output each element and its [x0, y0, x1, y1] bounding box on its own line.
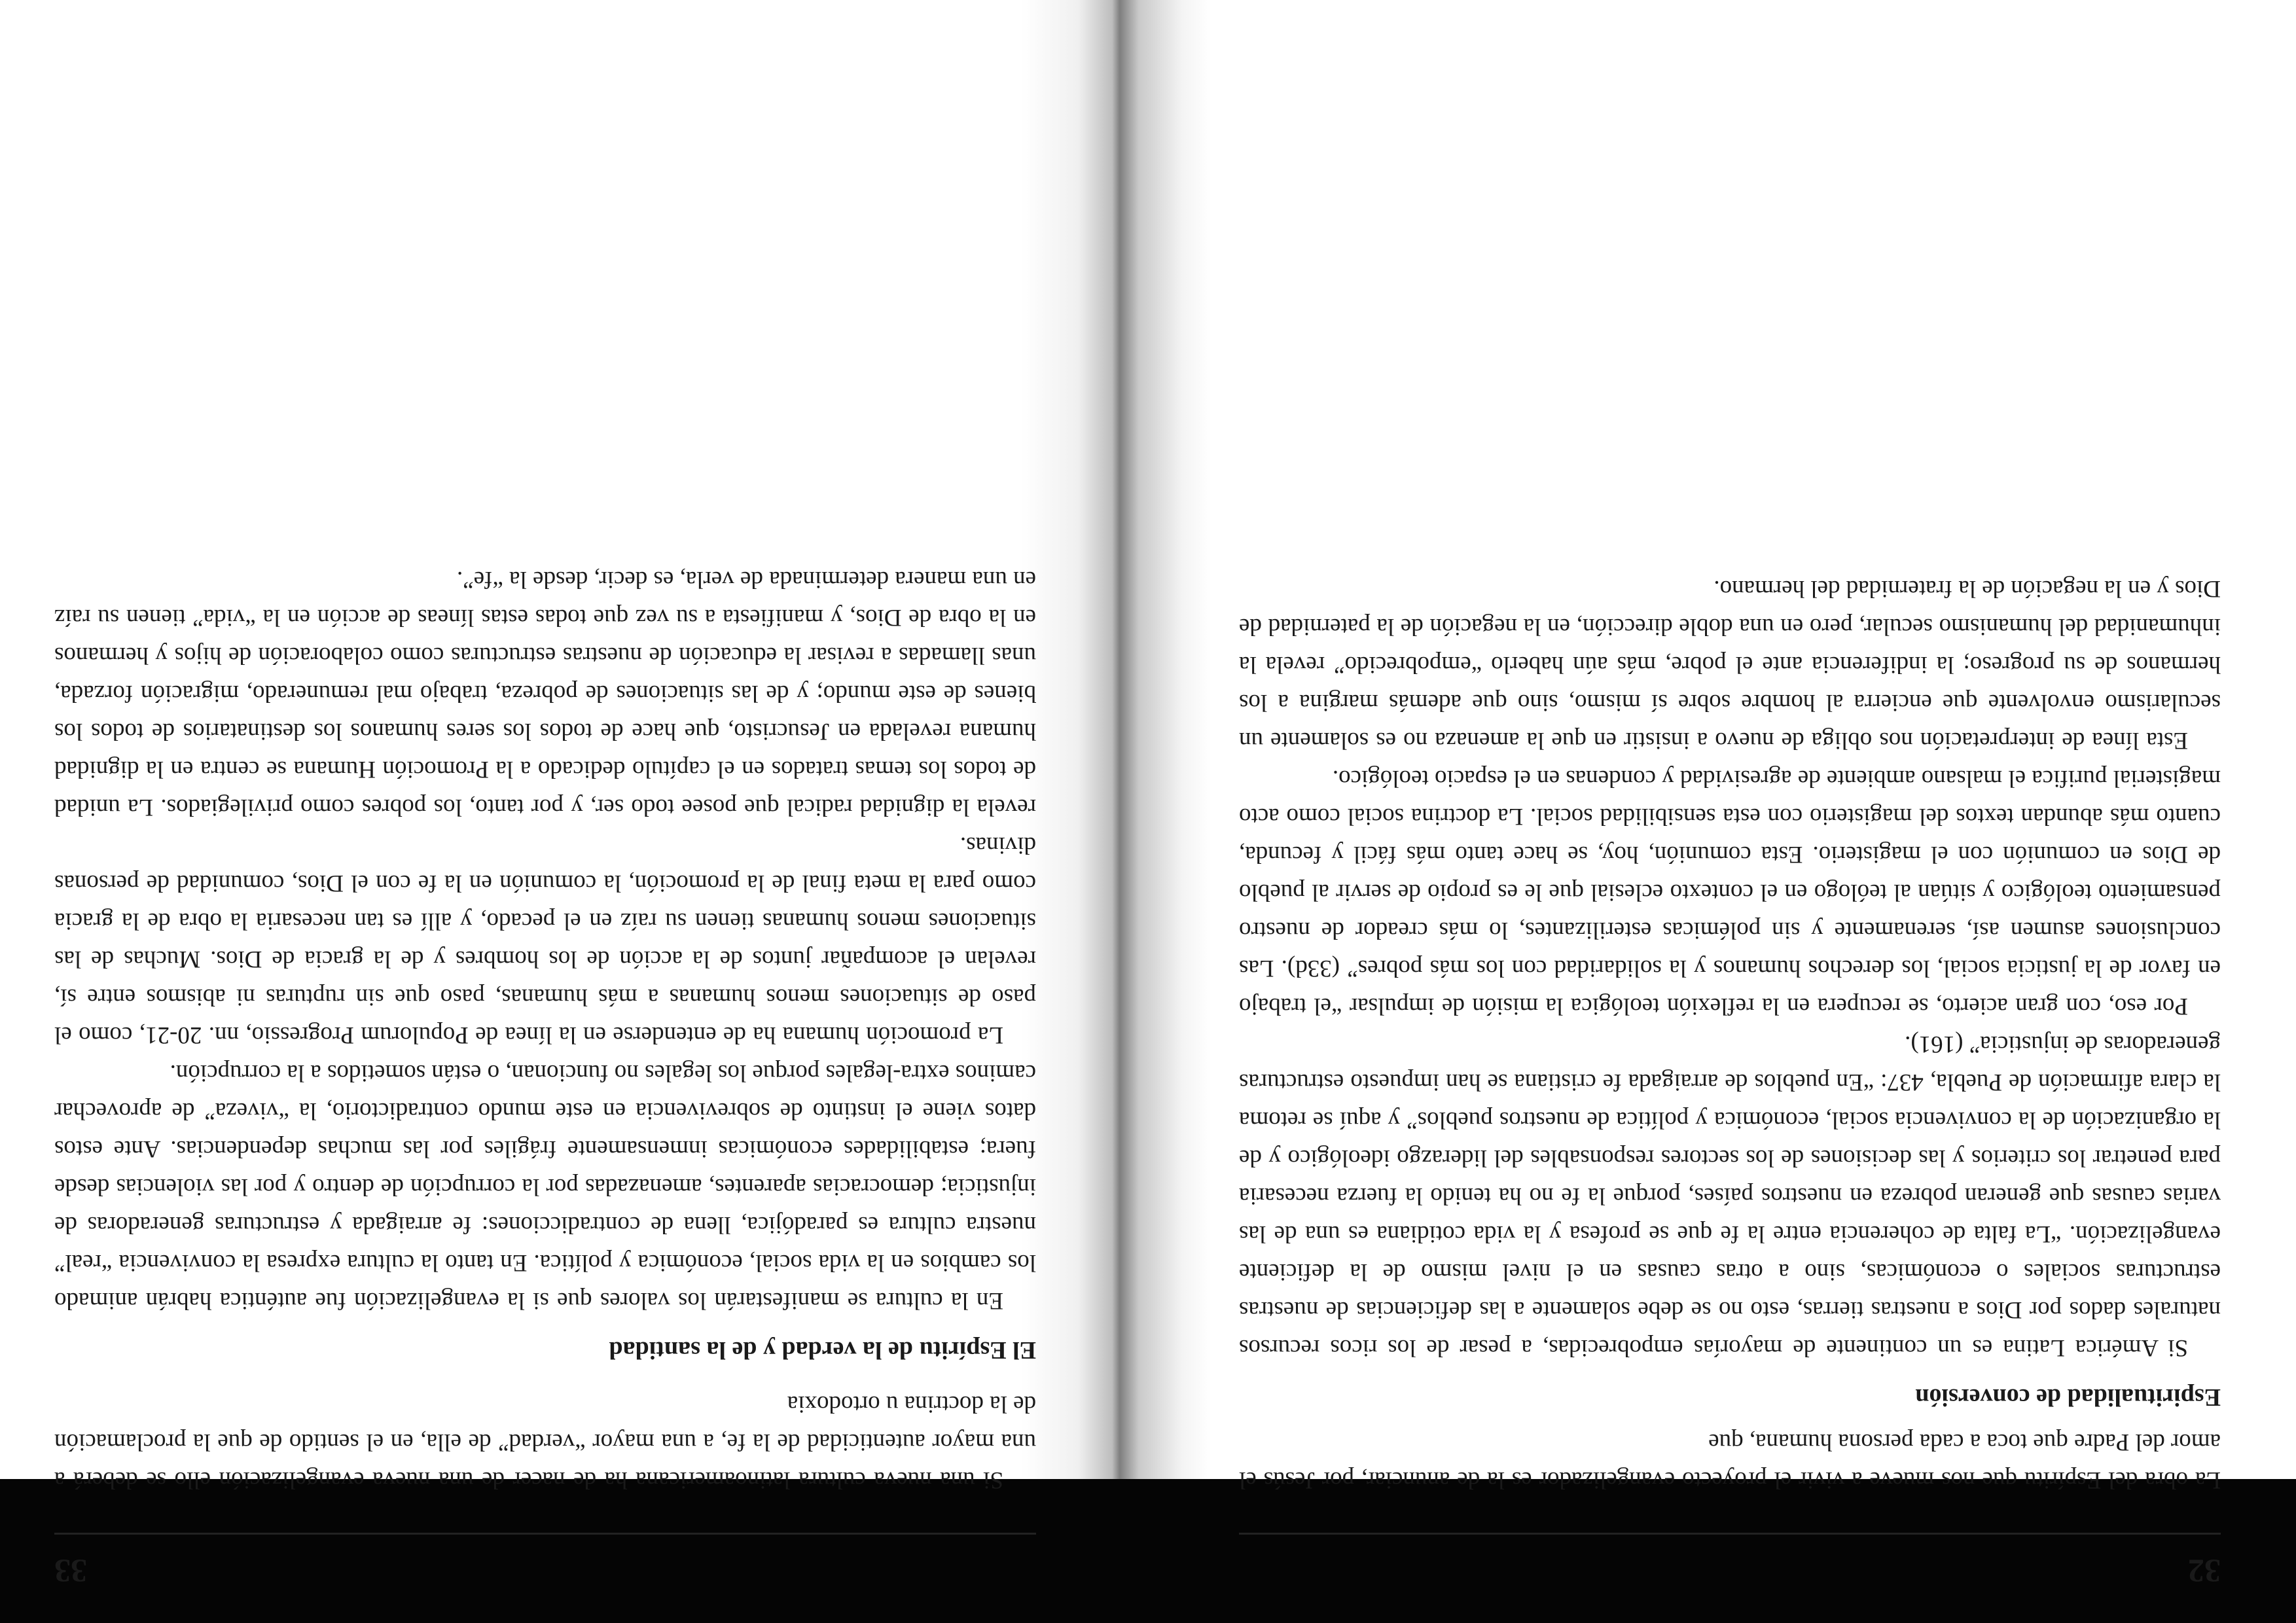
page-header	[54, 1512, 1036, 1597]
section-heading: Espiritualidad de conversión	[1915, 1383, 2221, 1411]
page-body	[1239, 569, 2221, 1499]
page-32	[1239, 569, 2221, 1597]
page-body	[54, 560, 1036, 1499]
paragraph: revela la dignidad radical que posee todo ser, y por tanto, los pobres como privilegiados. La unidad de todos los temas tratados en el capítulo dedicado a la Promoción Humana se centra en la dignidad humana revelada en Jesucristo, que hace de todos los seres humanos los destinatarios de todos los bienes de este mundo; y de las situaciones de pobreza, trabajo mal remunerado, migración forzada, unas llamadas a revisar la educación de nuestras estructuras como colaboración de hijos y hermanos en la obra de Dios, y manifiesta a su vez que todas estas líneas de acción en la “vida” tienen su raíz en una manera determinada de verla, es decir, desde la “fe”.	[54, 566, 1036, 821]
header-rule	[54, 1533, 1036, 1535]
paragraph: Si América Latina es un continente de mayorías empobrecidas, a pesar de los ricos recursos naturales dados por Dios a nuestras tierras, esto no se debe solamente a las deficiencias de nuestras estructuras sociales o económicas, sino a otras causas en el nivel mismo de la deficiente evangelización. “La falta de coherencia entre la fe que se profesa y la vida cotidiana es una de las varias causas que generan pobreza en nuestros países, porque la fe no ha tenido la fuerza necesaria para penetrar los criterios y las decisiones de los sectores responsables del liderazgo ideológico y de la organización de la convivencia social, económica y política de nuestros pueblos” y aquí se retoma la clara afirmación de Puebla, 437: “En pueblos de arraigada fe cristiana se han impuesto estructuras generadoras de injusticia” (161).	[1239, 1031, 2221, 1361]
paragraph: La promoción humana ha de entenderse en la línea de Populorum Progressio, nn. 20-21, como el paso de situaciones menos humanas a más humanas, paso que sin rupturas ni abismos entre sí, revelan el acompañar juntos de la acción de los hombres y de la gracia de Dios. Muchas de las situaciones menos humanas tienen su raíz en el pecado, y allí es tan necesaria la obra de la gracia como para la meta final de la promoción, la comunión en la fe con el Dios, comunidad de personas divinas.	[54, 832, 1036, 1048]
page-33	[54, 560, 1036, 1597]
header-rule	[1239, 1533, 2221, 1535]
page-number: 33	[54, 1553, 87, 1590]
page-number: 32	[2188, 1553, 2221, 1590]
paragraph: La obra del Espíritu que nos mueve a vivir el proyecto evangelizador es la de anunciar, por Jesús el amor del Padre que toca a cada persona humana, que	[1239, 1429, 2221, 1493]
paragraph: Esta línea de interpretación nos obliga de nuevo a insistir en que la amenaza no es solamente un secularismo envolvente que encierra al hombre sobre sí mismo, sino que además margina a los hermanos de su progreso; la indiferencia ante el pobre, más aún haberlo “empobrecido” revela la inhumanidad del humanismo secular, pero en una doble dirección, en la negación de la paternidad de Dios y en la negación de la fraternidad del hermano.	[1239, 575, 2221, 754]
paragraph: En la cultura se manifestarán los valores que si la evangelización fue auténtica habrán animado los cambios en la vida social, económica y política. En tanto la cultura expresa la convivencia “real” nuestra cultura es paradójica, llena de contradicciones: fe arraigada y estructuras generadoras de injusticia; democracias aparentes, amenazadas por la corrupción de dentro y por las violencias desde fuera; estabilidades económicas inmensamente frágiles por las muchas dependencias. Ante estos datos viene el instinto de sobrevivencia en este mundo contradictorio, la “viveza” de aprovechar caminos extra-legales porque los legales no funcionan, o están sometidos a la corrupción.	[54, 1060, 1036, 1314]
paragraph: Si una nueva cultura latinoamericana ha de nacer de una nueva evangelización ello se deberá a una mayor autenticidad de la fe, a una mayor “verdad” de ella, en el sentido de que la proclamación de la doctrina u ortodoxia	[54, 1391, 1036, 1493]
page-header	[1239, 1512, 2221, 1597]
paragraph: Por eso, con gran acierto, se recupera en la reflexión teológica la misión de impulsar “el trabajo en favor de la justicia social, los derechos humanos y la solidaridad con los más pobres” (33d). Las conclusiones asumen así, serenamente y sin polémicas esterilizantes, lo más creador de nuestro pensamiento teológico y sitúan al teólogo en el contexto eclesial que le es propio de servir al pueblo de Dios en comunión con el magisterio. Esta comunión, hoy, se hace tanto más fácil y fecunda, cuanto más abundan textos del magisterio con esta sensibilidad social. La doctrina social como acto magisterial purifica el malsano ambiente de agresividad y condenas en el espacio teológico.	[1239, 765, 2221, 1020]
section-heading: El Espíritu de la verdad y de la santidad	[609, 1336, 1036, 1364]
